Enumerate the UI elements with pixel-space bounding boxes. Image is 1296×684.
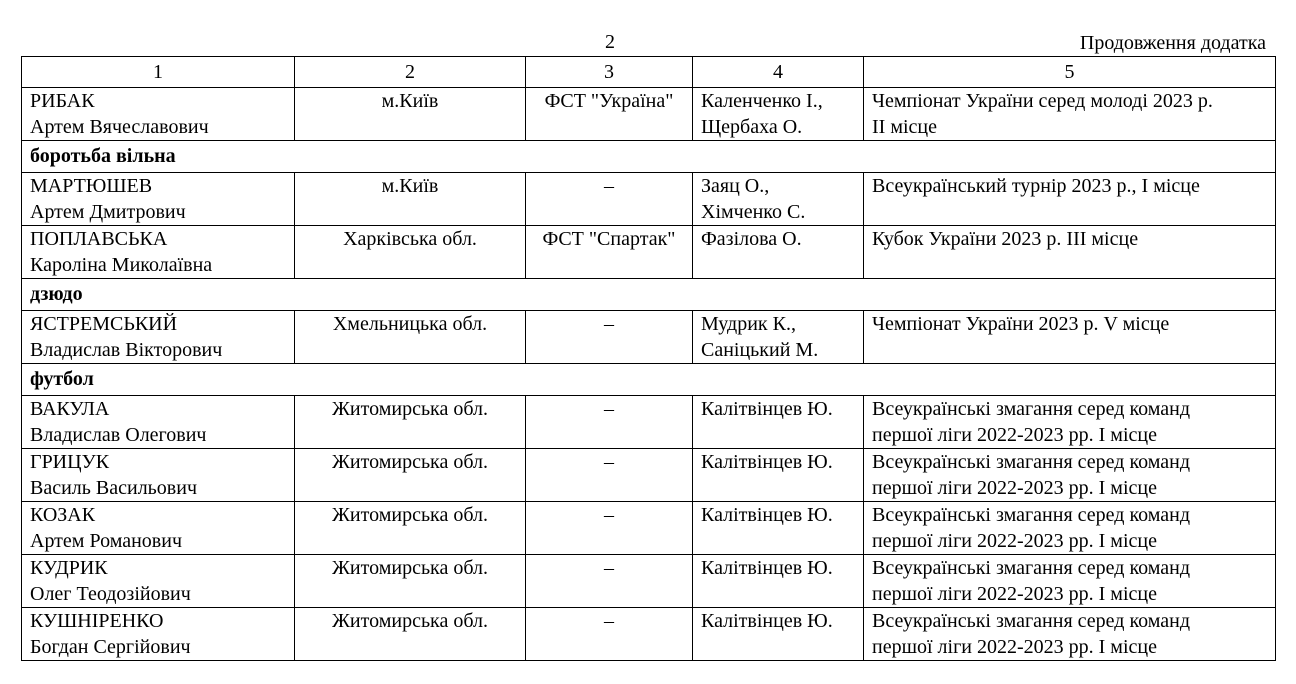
athlete-given-names: Владислав Вікторович [30, 339, 223, 361]
athlete-surname: ВАКУЛА [30, 398, 110, 420]
table-body [22, 57, 1276, 661]
athlete-given-names: Богдан Сергійович [30, 636, 191, 658]
achievement-line-1: Всеукраїнські змагання серед команд [872, 504, 1191, 526]
coaches-cell [693, 396, 864, 449]
organization-cell: – [526, 311, 693, 364]
achievement-line-1: Всеукраїнський турнір 2023 р., І місце [872, 175, 1200, 197]
continuation-label: Продовження додатка [1079, 32, 1266, 54]
coaches-cell [693, 449, 864, 502]
table-row [22, 608, 1276, 661]
athlete-given-names: Артем Дмитрович [30, 201, 186, 223]
region-cell: Житомирська обл. [295, 608, 526, 661]
table-row [22, 88, 1276, 141]
achievement-line-1: Кубок України 2023 р. ІІІ місце [872, 228, 1139, 250]
achievement-line-1: Всеукраїнські змагання серед команд [872, 610, 1191, 632]
achievement-line-1: Чемпіонат України серед молоді 2023 р. [872, 90, 1213, 112]
athlete-surname: КУШНІРЕНКО [30, 610, 164, 632]
coach-line-1: Каленченко І., [701, 90, 823, 112]
coaches-cell [693, 173, 864, 226]
achievement-cell [864, 311, 1276, 364]
coach-line-1: Калітвінцев Ю. [701, 504, 833, 526]
athlete-surname: ПОПЛАВСЬКА [30, 228, 168, 250]
athlete-given-names: Артем Вячеславович [30, 116, 209, 138]
organization-cell: ФСТ "Спартак" [526, 226, 693, 279]
column-number-5: 5 [864, 57, 1276, 88]
athlete-cell [22, 173, 295, 226]
coach-line-2: Хімченко С. [701, 201, 806, 223]
athlete-cell [22, 555, 295, 608]
table-row [22, 449, 1276, 502]
athlete-cell [22, 311, 295, 364]
achievement-cell [864, 555, 1276, 608]
achievement-line-2: першої ліги 2022-2023 рр. І місце [872, 583, 1157, 605]
athlete-given-names: Василь Васильович [30, 477, 198, 499]
achievement-cell [864, 449, 1276, 502]
section-title: дзюдо [22, 279, 1276, 311]
athlete-surname: ГРИЦУК [30, 451, 110, 473]
table-row [22, 311, 1276, 364]
achievement-line-2: першої ліги 2022-2023 рр. І місце [872, 530, 1157, 552]
achievement-line-2: першої ліги 2022-2023 рр. І місце [872, 424, 1157, 446]
region-cell: Харківська обл. [295, 226, 526, 279]
athlete-cell [22, 396, 295, 449]
organization-cell: – [526, 449, 693, 502]
athlete-cell [22, 502, 295, 555]
achievement-cell [864, 88, 1276, 141]
region-cell: м.Київ [295, 88, 526, 141]
coach-line-1: Заяц О., [701, 175, 770, 197]
achievement-line-2: першої ліги 2022-2023 рр. І місце [872, 636, 1157, 658]
organization-cell: – [526, 173, 693, 226]
athlete-given-names: Кароліна Миколаївна [30, 254, 213, 276]
coaches-cell [693, 311, 864, 364]
region-cell: Житомирська обл. [295, 396, 526, 449]
achievement-cell [864, 226, 1276, 279]
coaches-cell [693, 608, 864, 661]
coach-line-1: Калітвінцев Ю. [701, 398, 833, 420]
organization-cell: – [526, 502, 693, 555]
section-row [22, 141, 1276, 173]
athlete-surname: КУДРИК [30, 557, 108, 579]
athlete-cell [22, 88, 295, 141]
table-row [22, 173, 1276, 226]
coach-line-1: Калітвінцев Ю. [701, 557, 833, 579]
organization-cell: ФСТ "Україна" [526, 88, 693, 141]
athlete-given-names: Владислав Олегович [30, 424, 207, 446]
awards-table [21, 56, 1276, 661]
coaches-cell [693, 226, 864, 279]
coach-line-1: Калітвінцев Ю. [701, 451, 833, 473]
athlete-cell [22, 226, 295, 279]
region-cell: Житомирська обл. [295, 555, 526, 608]
section-title: боротьба вільна [22, 141, 1276, 173]
column-number-1: 1 [22, 57, 295, 88]
athlete-surname: РИБАК [30, 90, 95, 112]
table-row [22, 396, 1276, 449]
section-title: футбол [22, 364, 1276, 396]
coaches-cell [693, 502, 864, 555]
achievement-cell [864, 608, 1276, 661]
section-row [22, 364, 1276, 396]
athlete-surname: ЯСТРЕМСЬКИЙ [30, 313, 178, 335]
achievement-cell [864, 396, 1276, 449]
athlete-given-names: Олег Теодозійович [30, 583, 191, 605]
achievement-cell [864, 173, 1276, 226]
coach-line-1: Фазілова О. [701, 228, 802, 250]
table-row [22, 555, 1276, 608]
organization-cell: – [526, 608, 693, 661]
coaches-cell [693, 88, 864, 141]
athlete-given-names: Артем Романович [30, 530, 183, 552]
achievement-line-1: Всеукраїнські змагання серед команд [872, 398, 1191, 420]
achievement-cell [864, 502, 1276, 555]
coaches-cell [693, 555, 864, 608]
region-cell: Хмельницька обл. [295, 311, 526, 364]
coach-line-2: Щербаха О. [701, 116, 803, 138]
coach-line-1: Калітвінцев Ю. [701, 610, 833, 632]
achievement-line-1: Чемпіонат України 2023 р. V місце [872, 313, 1170, 335]
region-cell: м.Київ [295, 173, 526, 226]
achievement-line-1: Всеукраїнські змагання серед команд [872, 451, 1191, 473]
table-row [22, 226, 1276, 279]
region-cell: Житомирська обл. [295, 449, 526, 502]
athlete-cell [22, 449, 295, 502]
achievement-line-2: першої ліги 2022-2023 рр. І місце [872, 477, 1157, 499]
column-number-3: 3 [526, 57, 693, 88]
column-number-2: 2 [295, 57, 526, 88]
section-row [22, 279, 1276, 311]
region-cell: Житомирська обл. [295, 502, 526, 555]
column-number-row [22, 57, 1276, 88]
coach-line-2: Саніцький М. [701, 339, 819, 361]
page-number: 2 [605, 31, 615, 53]
column-number-4: 4 [693, 57, 864, 88]
organization-cell: – [526, 396, 693, 449]
achievement-line-1: Всеукраїнські змагання серед команд [872, 557, 1191, 579]
organization-cell: – [526, 555, 693, 608]
athlete-surname: КОЗАК [30, 504, 96, 526]
athlete-surname: МАРТЮШЕВ [30, 175, 153, 197]
athlete-cell [22, 608, 295, 661]
achievement-line-2: ІІ місце [872, 116, 937, 138]
coach-line-1: Мудрик К., [701, 313, 796, 335]
table-row [22, 502, 1276, 555]
